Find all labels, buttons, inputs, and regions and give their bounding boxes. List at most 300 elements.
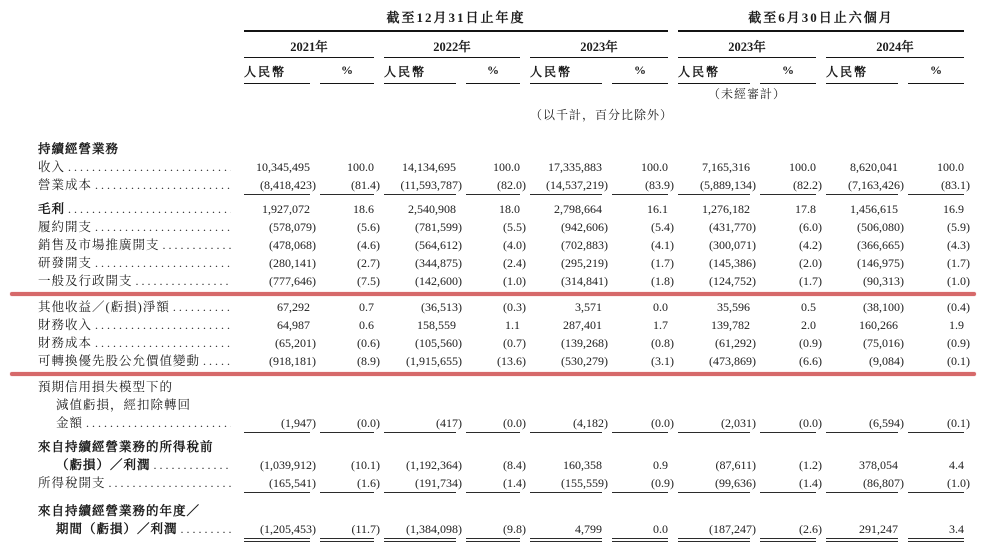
leader-dots — [173, 298, 231, 316]
cell-percent-value — [466, 316, 520, 334]
value-text: 160,358 — [563, 458, 602, 472]
row-label: 來自持續經營業務的所得稅前 — [38, 440, 214, 454]
cell-rmb-value — [678, 176, 756, 195]
value-text: (6.6) — [799, 354, 822, 368]
cell-percent-value — [908, 272, 970, 290]
row-label: 來自持續經營業務的年度／ — [38, 504, 201, 518]
cell-percent-value — [908, 414, 970, 433]
cell-percent-value — [908, 200, 964, 218]
cell-rmb-value — [384, 456, 462, 474]
cell-rmb-value — [244, 474, 316, 493]
table-row — [24, 456, 1000, 474]
cell-percent-value — [320, 334, 380, 352]
cell-rmb-value — [826, 236, 904, 254]
value-text: 291,247 — [859, 522, 898, 536]
table-row — [24, 352, 1000, 370]
units-note: （以千計，百分比除外） — [530, 108, 674, 122]
value-text: (2.4) — [503, 256, 526, 270]
leader-dots — [163, 236, 231, 254]
value-text: 100.0 — [641, 160, 668, 174]
cell-percent-value — [612, 254, 674, 272]
table-row — [24, 438, 1000, 456]
table-row — [24, 334, 1000, 352]
row-label — [24, 218, 234, 236]
value-text: 0.5 — [801, 300, 816, 314]
value-text: (344,875) — [415, 256, 462, 270]
cell-percent-value — [612, 176, 674, 195]
value-text: (8.9) — [357, 354, 380, 368]
cell-percent-value — [612, 200, 668, 218]
year-header-2023-interim: 2023年 — [678, 37, 816, 58]
cell-percent-value — [612, 298, 668, 316]
cell-percent-value — [320, 272, 380, 290]
col-header-rmb: 人民幣 — [384, 63, 456, 84]
value-text: 14,134,695 — [402, 160, 456, 174]
row-label — [24, 316, 234, 334]
row-label-text: 所得稅開支 — [38, 476, 106, 490]
red-annotation-line — [10, 292, 976, 296]
cell-rmb-value — [678, 474, 756, 493]
cell-percent-value — [612, 272, 674, 290]
row-label-text: 營業成本 — [38, 178, 93, 192]
cell-rmb-value — [244, 158, 310, 176]
value-text: (9,084) — [869, 354, 904, 368]
cell-percent-value — [466, 254, 526, 272]
cell-percent-value — [760, 414, 822, 433]
cell-percent-value — [466, 200, 520, 218]
cell-rmb-value — [678, 298, 750, 316]
value-text: 100.0 — [493, 160, 520, 174]
col-header-pct: % — [760, 63, 816, 84]
value-text: (139,268) — [561, 336, 608, 350]
cell-rmb-value — [384, 474, 462, 493]
table-row — [24, 298, 1000, 316]
cell-rmb-value — [826, 414, 904, 433]
value-text: (1,205,453) — [260, 522, 316, 536]
units-note-row — [24, 107, 1000, 124]
cell-percent-value — [466, 218, 526, 236]
value-text: (314,841) — [561, 274, 608, 288]
cell-percent-value — [320, 176, 380, 195]
cell-rmb-value — [530, 200, 602, 218]
value-text: (702,883) — [561, 238, 608, 252]
cell-percent-value — [760, 298, 816, 316]
value-text: (1.2) — [799, 458, 822, 472]
cell-percent-value — [466, 414, 526, 433]
value-text: (1,039,912) — [260, 458, 316, 472]
cell-rmb-value — [244, 200, 310, 218]
value-text: (8.4) — [503, 458, 526, 472]
row-label-text: 財務成本 — [38, 336, 93, 350]
value-text: (1,947) — [281, 416, 316, 430]
value-text: (1.6) — [357, 476, 380, 490]
cell-rmb-value — [384, 414, 462, 433]
value-text: (1.7) — [799, 274, 822, 288]
table-row — [24, 316, 1000, 334]
cell-percent-value — [320, 520, 380, 542]
year-header-2023: 2023年 — [530, 37, 668, 58]
cell-percent-value — [320, 158, 374, 176]
value-text: 1.7 — [653, 318, 668, 332]
row-label — [24, 140, 234, 158]
cell-rmb-value — [244, 298, 310, 316]
cell-rmb-value — [244, 352, 316, 370]
leader-dots — [95, 176, 231, 194]
value-text: 16.9 — [943, 202, 964, 216]
period-header-row — [24, 7, 1000, 32]
value-text: (0.4) — [947, 300, 970, 314]
col-header-pct: % — [908, 63, 964, 84]
cell-percent-value — [908, 298, 970, 316]
value-text: (942,606) — [561, 220, 608, 234]
cell-percent-value — [908, 456, 964, 474]
table-row — [24, 502, 1000, 520]
cell-percent-value — [908, 218, 970, 236]
cell-percent-value — [612, 158, 668, 176]
cell-percent-value — [320, 298, 374, 316]
cell-rmb-value — [678, 200, 750, 218]
cell-percent-value — [612, 334, 674, 352]
value-text: (2,031) — [721, 416, 756, 430]
cell-percent-value — [760, 456, 822, 474]
value-text: (65,201) — [275, 336, 316, 350]
row-label — [24, 254, 234, 272]
value-text: (1,915,655) — [406, 354, 462, 368]
value-text: 18.0 — [499, 202, 520, 216]
value-text: 67,292 — [277, 300, 310, 314]
cell-percent-value — [612, 414, 674, 433]
cell-rmb-value — [678, 414, 756, 433]
unaudited-note-row — [24, 87, 1000, 102]
cell-percent-value — [320, 316, 374, 334]
cell-rmb-value — [678, 352, 756, 370]
row-label-text: 持續經營業務 — [38, 142, 120, 156]
cell-rmb-value — [678, 456, 756, 474]
value-text: (142,600) — [415, 274, 462, 288]
cell-percent-value — [760, 272, 822, 290]
value-text: (295,219) — [561, 256, 608, 270]
value-text: 7,165,316 — [702, 160, 750, 174]
value-text: (99,636) — [715, 476, 756, 490]
value-text: 2,798,664 — [554, 202, 602, 216]
value-text: (0.3) — [503, 300, 526, 314]
cell-rmb-value — [384, 236, 462, 254]
cell-percent-value — [908, 254, 970, 272]
row-label-text: 研發開支 — [38, 256, 93, 270]
value-text: (10.1) — [351, 458, 380, 472]
cell-percent-value — [612, 520, 668, 542]
cell-rmb-value — [678, 236, 756, 254]
cell-percent-value — [320, 218, 380, 236]
leader-dots — [95, 334, 231, 352]
value-text: (11,593,787) — [400, 178, 462, 192]
value-text: (9.8) — [503, 522, 526, 536]
cell-rmb-value — [826, 218, 904, 236]
value-text: (87,611) — [715, 458, 756, 472]
value-text: 378,054 — [859, 458, 898, 472]
row-label — [24, 272, 234, 290]
row-label-text: 可轉換優先股公允價值變動 — [38, 354, 201, 368]
value-text: 158,559 — [417, 318, 456, 332]
leader-dots — [136, 272, 231, 290]
cell-rmb-value — [530, 236, 608, 254]
value-text: (4.2) — [799, 238, 822, 252]
cell-rmb-value — [530, 316, 602, 334]
leader-dots — [181, 520, 231, 538]
value-text: (5.4) — [651, 220, 674, 234]
cell-percent-value — [320, 236, 380, 254]
cell-percent-value — [612, 352, 674, 370]
cell-rmb-value — [244, 272, 316, 290]
cell-rmb-value — [826, 158, 898, 176]
value-text: (1.4) — [799, 476, 822, 490]
cell-rmb-value — [244, 176, 316, 195]
period-header-interim: 截至6月30日止六個月 — [678, 7, 964, 32]
cell-rmb-value — [678, 158, 750, 176]
cell-rmb-value — [826, 298, 904, 316]
value-text: (1.8) — [651, 274, 674, 288]
cell-rmb-value — [826, 316, 898, 334]
cell-rmb-value — [244, 316, 310, 334]
value-text: 0.9 — [653, 458, 668, 472]
value-text: 1,456,615 — [850, 202, 898, 216]
cell-rmb-value — [530, 218, 608, 236]
value-text: (366,665) — [857, 238, 904, 252]
value-text: (86,807) — [863, 476, 904, 490]
value-text: 4.4 — [949, 458, 964, 472]
cell-percent-value — [612, 236, 674, 254]
value-text: (1.0) — [947, 476, 970, 490]
value-text: 139,782 — [711, 318, 750, 332]
value-text: (280,141) — [269, 256, 316, 270]
value-text: (5.5) — [503, 220, 526, 234]
value-text: (781,599) — [415, 220, 462, 234]
value-text: (82.2) — [793, 178, 822, 192]
cell-percent-value — [320, 414, 380, 433]
table-row — [24, 254, 1000, 272]
cell-rmb-value — [244, 254, 316, 272]
cell-percent-value — [908, 316, 964, 334]
value-text: 18.6 — [353, 202, 374, 216]
col-header-rmb: 人民幣 — [678, 63, 750, 84]
cell-rmb-value — [244, 218, 316, 236]
leader-dots — [68, 158, 231, 176]
value-text: 0.0 — [653, 522, 668, 536]
value-text: (564,612) — [415, 238, 462, 252]
cell-rmb-value — [826, 456, 898, 474]
cell-rmb-value — [530, 176, 608, 195]
value-text: (578,079) — [269, 220, 316, 234]
value-text: 0.6 — [359, 318, 374, 332]
value-text: (1.4) — [503, 476, 526, 490]
cell-rmb-value — [530, 254, 608, 272]
value-text: 2,540,908 — [408, 202, 456, 216]
cell-rmb-value — [826, 200, 898, 218]
value-text: (6,594) — [869, 416, 904, 430]
value-text: (0.9) — [947, 336, 970, 350]
table-row — [24, 474, 1000, 493]
cell-rmb-value — [384, 254, 462, 272]
row-label — [24, 474, 234, 492]
value-text: (4,182) — [573, 416, 608, 430]
column-header-spacer — [24, 63, 234, 84]
leader-dots — [154, 456, 231, 474]
value-text: (0.0) — [357, 416, 380, 430]
value-text: 1.1 — [505, 318, 520, 332]
cell-rmb-value — [384, 200, 456, 218]
value-text: (83.9) — [645, 178, 674, 192]
table-row — [24, 236, 1000, 254]
value-text: 0.0 — [653, 300, 668, 314]
cell-percent-value — [466, 334, 526, 352]
value-text: (14,537,219) — [546, 178, 608, 192]
cell-percent-value — [466, 272, 526, 290]
table-row — [24, 176, 1000, 195]
value-text: (0.0) — [799, 416, 822, 430]
cell-rmb-value — [384, 158, 456, 176]
value-text: (0.8) — [651, 336, 674, 350]
row-label — [24, 334, 234, 352]
value-text: 4,799 — [575, 522, 602, 536]
value-text: (431,770) — [709, 220, 756, 234]
value-text: 17.8 — [795, 202, 816, 216]
year-header-row — [24, 37, 1000, 58]
leader-dots — [95, 316, 231, 334]
value-text: 100.0 — [937, 160, 964, 174]
cell-percent-value — [466, 176, 526, 195]
cell-percent-value — [908, 474, 970, 493]
leader-dots — [95, 254, 231, 272]
value-text: 1.9 — [949, 318, 964, 332]
table-row — [24, 396, 1000, 414]
value-text: 1,927,072 — [262, 202, 310, 216]
cell-rmb-value — [244, 334, 316, 352]
value-text: (2.7) — [357, 256, 380, 270]
cell-percent-value — [908, 176, 970, 195]
year-header-2024-interim: 2024年 — [826, 37, 964, 58]
value-text: (300,071) — [709, 238, 756, 252]
cell-percent-value — [320, 254, 380, 272]
value-text: (777,646) — [269, 274, 316, 288]
cell-percent-value — [320, 474, 380, 493]
value-text: (0.6) — [357, 336, 380, 350]
cell-rmb-value — [244, 414, 316, 433]
value-text: (530,279) — [561, 354, 608, 368]
leader-dots — [95, 218, 231, 236]
value-text: 100.0 — [347, 160, 374, 174]
value-text: (1.0) — [503, 274, 526, 288]
period-header-annual: 截至12月31日止年度 — [244, 7, 668, 32]
cell-percent-value — [320, 200, 374, 218]
row-label-text: 一般及行政開支 — [38, 274, 133, 288]
cell-rmb-value — [826, 520, 898, 542]
cell-rmb-value — [530, 474, 608, 493]
cell-rmb-value — [530, 352, 608, 370]
cell-rmb-value — [826, 334, 904, 352]
table-body — [24, 140, 1000, 542]
value-text: (5.6) — [357, 220, 380, 234]
cell-rmb-value — [384, 316, 456, 334]
col-header-rmb: 人民幣 — [826, 63, 898, 84]
leader-dots — [86, 414, 231, 432]
value-text: (0.0) — [651, 416, 674, 430]
cell-rmb-value — [244, 456, 316, 474]
value-text: (1.7) — [947, 256, 970, 270]
cell-percent-value — [908, 236, 970, 254]
value-text: (124,752) — [709, 274, 756, 288]
cell-percent-value — [760, 474, 822, 493]
table-row — [24, 520, 1000, 542]
value-text: (75,016) — [863, 336, 904, 350]
table-row — [24, 272, 1000, 290]
value-text: (145,386) — [709, 256, 756, 270]
cell-percent-value — [760, 352, 822, 370]
value-text: (7,163,426) — [848, 178, 904, 192]
value-text: 2.0 — [801, 318, 816, 332]
year-header-2021: 2021年 — [244, 37, 374, 58]
value-text: 10,345,495 — [256, 160, 310, 174]
cell-percent-value — [612, 316, 668, 334]
row-label-text: 收入 — [38, 160, 66, 174]
row-label — [24, 200, 234, 218]
value-text: (165,541) — [269, 476, 316, 490]
value-text: (417) — [436, 416, 462, 430]
leader-dots — [203, 352, 231, 370]
row-label — [24, 298, 234, 316]
value-text: 64,987 — [277, 318, 310, 332]
value-text: (2.6) — [799, 522, 822, 536]
table-row — [24, 158, 1000, 176]
cell-rmb-value — [678, 316, 750, 334]
cell-rmb-value — [530, 298, 602, 316]
cell-rmb-value — [530, 272, 608, 290]
cell-rmb-value — [530, 158, 602, 176]
cell-percent-value — [760, 334, 822, 352]
table-row — [24, 200, 1000, 218]
cell-rmb-value — [384, 218, 462, 236]
cell-rmb-value — [826, 352, 904, 370]
year-header-2022: 2022年 — [384, 37, 520, 58]
row-label-text: 毛利 — [38, 202, 66, 216]
cell-rmb-value — [384, 520, 462, 542]
cell-rmb-value — [678, 272, 756, 290]
value-text: (4.3) — [947, 238, 970, 252]
row-label: 減值虧損，經扣除轉回 — [56, 398, 192, 412]
value-text: (0.9) — [651, 476, 674, 490]
value-text: (36,513) — [421, 300, 462, 314]
cell-percent-value — [320, 352, 380, 370]
unaudited-note: （未經審計） — [707, 87, 786, 101]
cell-percent-value — [466, 352, 526, 370]
cell-rmb-value — [384, 176, 462, 195]
value-text: (2.0) — [799, 256, 822, 270]
col-header-rmb: 人民幣 — [244, 63, 310, 84]
value-text: 3.4 — [949, 522, 964, 536]
value-text: (4.0) — [503, 238, 526, 252]
value-text: (155,559) — [561, 476, 608, 490]
row-label — [24, 176, 234, 194]
cell-percent-value — [760, 236, 822, 254]
value-text: (187,247) — [709, 522, 756, 536]
cell-percent-value — [612, 456, 668, 474]
row-label — [24, 352, 234, 370]
value-text: 35,596 — [717, 300, 750, 314]
cell-rmb-value — [530, 456, 602, 474]
cell-rmb-value — [530, 520, 602, 542]
value-text: (473,869) — [709, 354, 756, 368]
cell-percent-value — [466, 236, 526, 254]
cell-rmb-value — [244, 520, 316, 542]
